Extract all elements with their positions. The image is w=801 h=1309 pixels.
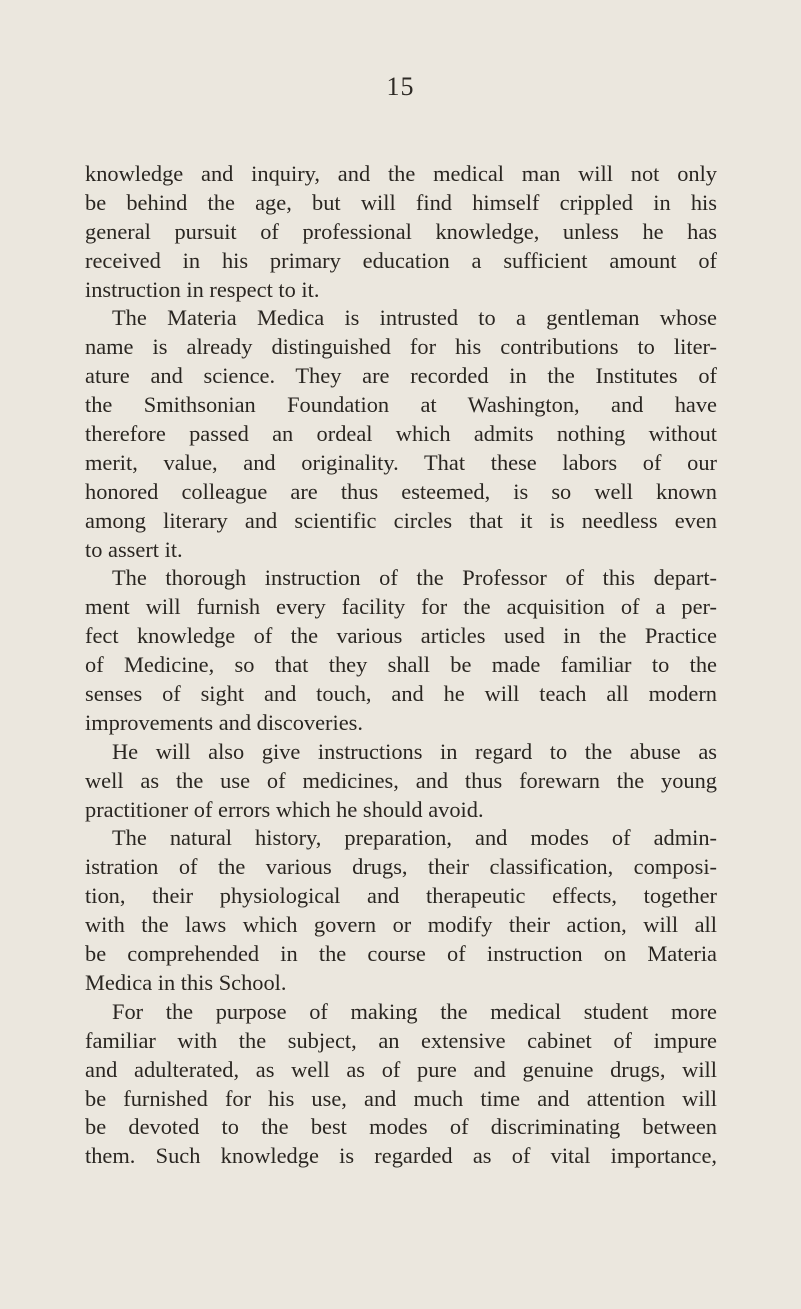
text-line: be comprehended in the course of instruction on Materia (85, 941, 717, 967)
text-line: The thorough instruction of the Professor of this depart- (112, 565, 717, 591)
text-line: them. Such knowledge is regarded as of vital importance, (85, 1143, 717, 1169)
text-line: For the purpose of making the medical student more (112, 998, 717, 1024)
text-line: be devoted to the best modes of discriminating between (85, 1114, 717, 1140)
text-line: merit, value, and originality. That these labors of our (85, 449, 717, 475)
page-number: 15 (386, 72, 415, 101)
text-line: tion, their physiological and therapeutic effects, together (85, 883, 717, 909)
text-line: ment will furnish every facility for the acquisition of a per- (85, 594, 717, 620)
text-line: be furnished for his use, and much time and attention will (85, 1085, 717, 1111)
body-text (85, 160, 717, 1171)
text-line: to assert it. (85, 536, 183, 562)
text-line: therefore passed an ordeal which admits nothing without (85, 421, 717, 447)
text-line: The Materia Medica is intrusted to a gentleman whose (112, 305, 717, 331)
text-line: and adulterated, as well as of pure and genuine drugs, will (85, 1056, 717, 1082)
text-line: well as the use of medicines, and thus forewarn the young (85, 767, 717, 793)
text-line: He will also give instructions in regard to the abuse as (112, 738, 717, 764)
text-line: with the laws which govern or modify their action, will all (85, 912, 717, 938)
text-line: honored colleague are thus esteemed, is so well known (85, 478, 717, 504)
text-line: knowledge and inquiry, and the medical man will not only (85, 161, 717, 186)
text-line: be behind the age, but will find himself crippled in his (85, 189, 717, 215)
text-line: received in his primary education a sufficient amount of (85, 247, 717, 273)
text-line: familiar with the subject, an extensive cabinet of impure (85, 1027, 717, 1053)
text-line: improvements and discoveries. (85, 709, 363, 735)
text-line: among literary and scientific circles that it is needless even (85, 507, 717, 533)
text-line: ature and science. They are recorded in the Institutes of (85, 363, 717, 389)
text-line: practitioner of errors which he should avoid. (85, 796, 484, 822)
text-line: instruction in respect to it. (85, 276, 320, 302)
text-line: The natural history, preparation, and modes of admin- (112, 825, 717, 851)
text-line: senses of sight and touch, and he will teach all modern (85, 681, 717, 707)
text-line: of Medicine, so that they shall be made familiar to the (85, 652, 717, 678)
text-line: the Smithsonian Foundation at Washington, and have (85, 392, 717, 418)
text-line: general pursuit of professional knowledge, unless he has (85, 218, 717, 244)
text-line: name is already distinguished for his contributions to liter- (85, 334, 717, 360)
text-line: fect knowledge of the various articles used in the Practice (85, 623, 717, 649)
text-line: Medica in this School. (85, 969, 287, 995)
text-line: istration of the various drugs, their classification, composi- (85, 854, 717, 880)
